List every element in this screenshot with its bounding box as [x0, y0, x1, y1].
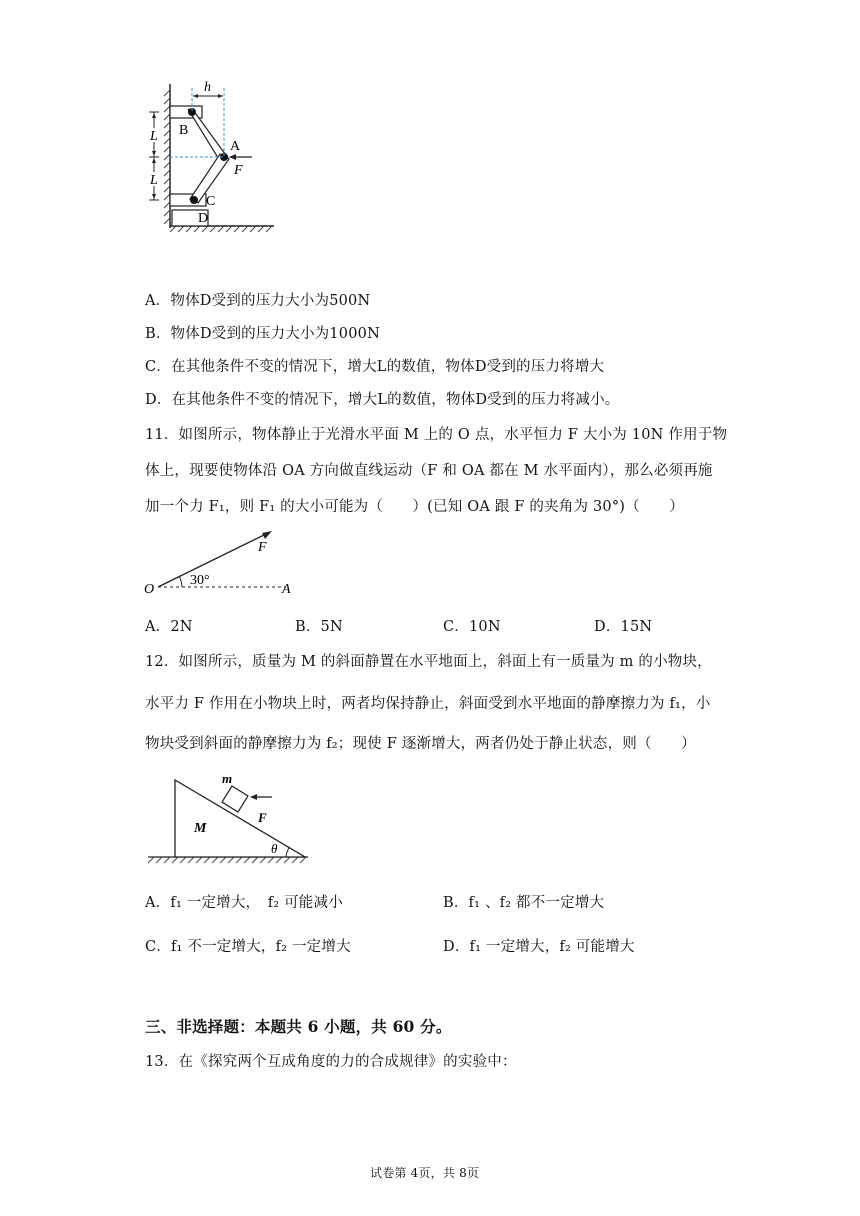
- q12-label-m: m: [222, 771, 233, 786]
- q12-label-F: F: [258, 810, 267, 825]
- q10-label-A: A: [230, 139, 241, 154]
- q10-label-h: h: [204, 80, 211, 95]
- q12-option-b: B．f₁ 、f₂ 都不一定增大: [443, 895, 605, 911]
- q10-label-C: C: [206, 194, 216, 209]
- q11-label-angle: 30°: [190, 573, 210, 588]
- q10-label-F: F: [234, 163, 243, 178]
- q12-option-c: C．f₁ 不一定增大，f₂ 一定增大: [145, 939, 351, 955]
- q11-figure: [140, 525, 300, 600]
- q10-option-c: C．在其他条件不变的情况下，增大L的数值，物体D受到的压力将增大: [145, 359, 605, 375]
- section-3-heading: 三、非选择题：本题共 6 小题，共 60 分。: [145, 1017, 452, 1036]
- q12-option-d: D．f₁ 一定增大，f₂ 可能增大: [443, 939, 635, 955]
- q11-option-c: C．10N: [443, 619, 501, 635]
- q10-label-L-upper: L: [150, 129, 158, 144]
- q12-label-M: M: [194, 821, 207, 836]
- page-footer: 试卷第 4页，共 8页: [370, 1166, 480, 1180]
- q11-text-line-1: 11．如图所示，物体静止于光滑水平面 M 上的 O 点，水平恒力 F 大小为 10N 作用于物: [145, 427, 728, 443]
- q12-text-line-3: 物块受到斜面的静摩擦力为 f₂；现使 F 逐渐增大，两者仍处于静止状态，则（ ）: [145, 736, 696, 752]
- q10-option-b: B．物体D受到的压力大小为1000N: [145, 326, 380, 342]
- q10-label-B: B: [179, 123, 189, 138]
- q11-label-O: O: [144, 582, 155, 597]
- q10-option-a: A．物体D受到的压力大小为500N: [145, 293, 371, 309]
- q11-text-line-2: 体上，现要使物体沿 OA 方向做直线运动（F 和 OA 都在 M 水平面内），那么必须再施: [145, 463, 713, 479]
- q12-figure: [140, 768, 315, 868]
- q11-label-F: F: [258, 540, 267, 555]
- q11-option-a: A．2N: [145, 619, 193, 635]
- q11-text-line-3: 加一个力 F₁，则 F₁ 的大小可能为（ ）(已知 OA 跟 F 的夹角为 30°)（ ）: [145, 499, 684, 515]
- q10-figure: [140, 76, 285, 236]
- q12-option-a: A．f₁ 一定增大， f₂ 可能减小: [145, 895, 343, 911]
- q10-label-L-lower: L: [150, 173, 158, 188]
- q12-label-theta: θ: [271, 841, 278, 856]
- q11-option-d: D．15N: [594, 619, 653, 635]
- q10-label-D: D: [198, 211, 209, 226]
- q12-text-line-2: 水平力 F 作用在小物块上时，两者均保持静止，斜面受到水平地面的静摩擦力为 f₁，小: [145, 696, 711, 712]
- q13-text: 13．在《探究两个互成角度的力的合成规律》的实验中：: [145, 1054, 517, 1070]
- q11-option-b: B．5N: [295, 619, 343, 635]
- q12-text-line-1: 12．如图所示，质量为 M 的斜面静置在水平地面上，斜面上有一质量为 m 的小物块，: [145, 654, 712, 670]
- q11-label-A: A: [282, 582, 291, 597]
- q10-option-d: D．在其他条件不变的情况下，增大L的数值，物体D受到的压力将减小。: [145, 392, 620, 408]
